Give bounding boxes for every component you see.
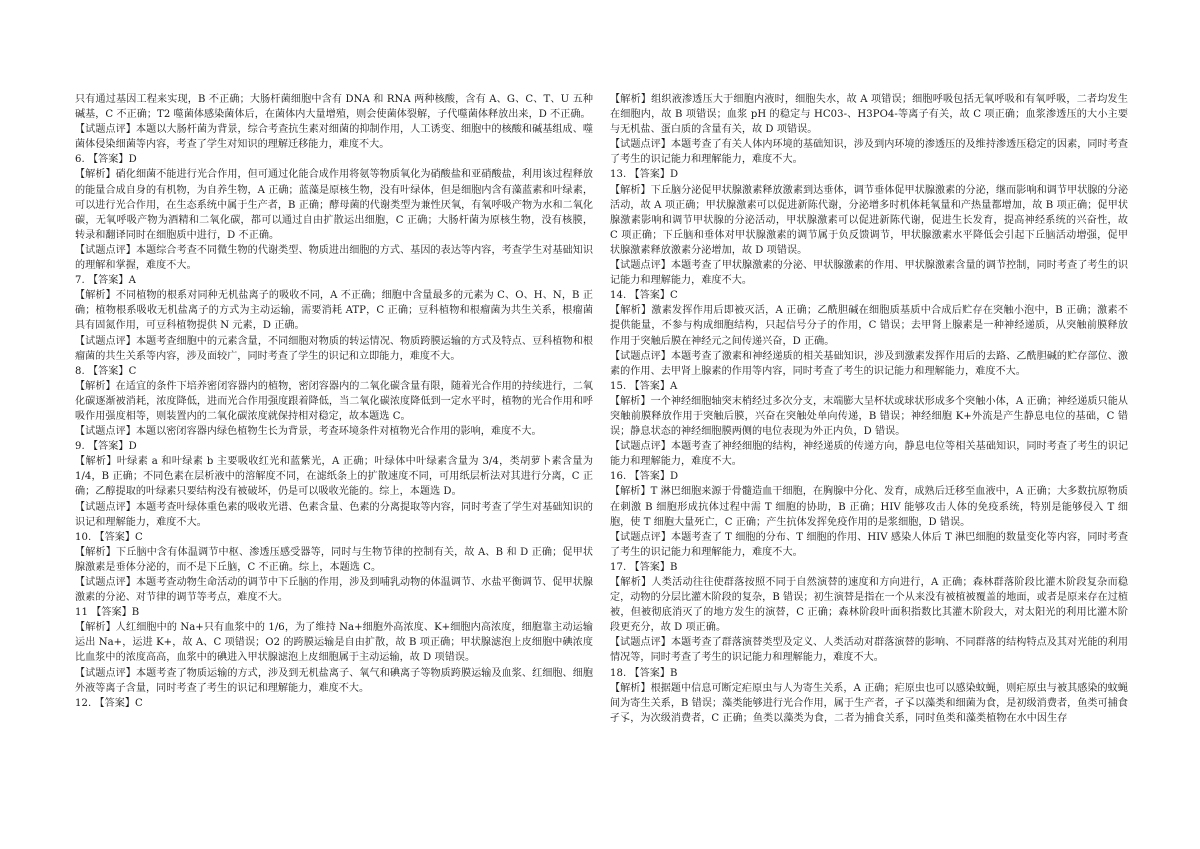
paragraph: 【解析】在适宜的条件下培养密闭容器内的植物，密闭容器内的二氧化碳含量有限，随着光合作用的持续进行，二氧化碳逐渐被消耗，浓度降低，进而光合作用强度跟着降低，当二氧化碳浓度降低到一定水平时，植物的光合作用和呼吸作用强度相等，则装置内的二氧化碳浓度就保持相对稳定，故本题选 C。 [75, 380, 593, 422]
answer-heading: 12. 【答案】C [75, 697, 143, 709]
paragraph: 【解析】人类活动往往使群落按照不同于自然演替的速度和方向进行，A 正确；森林群落阶段比灌木阶段复杂而稳定，动物的分层比灌木阶段的复杂，B 错误；初生演替是指在一个从来没有被植被覆盖的地面，或者是原来存在过植被，但被彻底消灭了的地方发生的演替，C 正确；森林阶段叶面积指数比其灌木阶段大，对太阳光的利用比灌木阶段更充分，故 D 项正确。 [610, 577, 1128, 634]
answer-heading: 7. 【答案】A [75, 275, 136, 287]
paragraph: 【试题点评】本题考查了 T 细胞的分布、T 细胞的作用、HIV 感染人体后 T 淋巴细胞的数量变化等内容，同时考查了考生的识记能力和理解能力，难度不大。 [610, 531, 1128, 558]
answer-heading: 15. 【答案】A [610, 380, 678, 392]
paragraph: 【解析】人红细胞中的 Na+只有血浆中的 1/6，为了维持 Na+细胞外高浓度、K+细胞内高浓度，细胞靠主动运输运出 Na+，运进 K+，故 A、C 项错误；O2 的跨膜运输是自由扩散，故 B 项正确；甲状腺滤泡上皮细胞中碘浓度比血浆中的浓度高高，血浆中的碘进入甲状腺滤泡上皮细胞属于主动运输，故 D 项错误。 [75, 622, 593, 664]
paragraph: 【试题点评】本题以大肠杆菌为背景，综合考查抗生素对细菌的抑制作用，人工诱变、细胞中的核酸和碱基组成、噬菌体侵染细菌等内容，考查了学生对知识的理解迁移能力，难度不大。 [75, 124, 593, 151]
paragraph: 【解析】硝化细菌不能进行光合作用，但可通过化能合成作用将氨等物质氧化为硝酸盐和亚硝酸盐，利用该过程释放的能量合成自身的有机物，为自养生物，A 正确；蓝藻是原核生物，没有叶绿体，但是细胞内含有藻蓝素和叶绿素，可以进行光合作用，在生态系统中属于生产者，B 正确；酵母菌的代谢类型为兼性厌氧，有氧呼吸产物为水和二氧化碳，无氧呼吸产物为酒精和二氧化碳，都可以通过自由扩散运出细胞，C 正确；大肠杆菌为原核生物，没有核膜，转录和翻译同时在细胞质中进行，D 不正确。 [75, 169, 593, 241]
answer-heading: 6. 【答案】D [75, 154, 137, 166]
answer-heading: 14. 【答案】C [610, 290, 678, 302]
right-text-column [610, 92, 1128, 726]
paragraph: 【试题点评】本题考查了神经细胞的结构，神经递质的传递方向，静息电位等相关基础知识，同时考查了考生的识记能力和理解能力，难度不大。 [610, 441, 1128, 468]
paragraph: 【解析】叶绿素 a 和叶绿素 b 主要吸收红光和蓝紫光，A 正确；叶绿体中叶绿素含量为 3/4，类胡萝卜素含量为 1/4，B 正确；不同色素在层析液中的溶解度不同，在滤纸条上的扩散速度不同，可用纸层析法对其进行分离，C 正确；乙醇提取的叶绿素只要结构没有被破坏，仍是可以吸收光能的。综上，本题选 D。 [75, 456, 593, 498]
paragraph: 【试题点评】本题考查动物生命活动的调节中下丘脑的作用，涉及到哺乳动物的体温调节、水盐平衡调节、促甲状腺激素的分泌、对节律的调节等考点，难度不大。 [75, 577, 593, 604]
paragraph: 【解析】激素发挥作用后即被灭活，A 正确；乙酰胆碱在细胞质基质中合成后贮存在突触小泡中，B 正确；激素不提供能量，不参与构成细胞结构，只起信号分子的作用，C 错误；去甲肾上腺素是一种神经递质，从突触前膜释放作用于突触后膜在神经元之间传递兴奋，D 正确。 [610, 305, 1128, 347]
paragraph: 只有通过基因工程来实现，B 不正确；大肠杆菌细胞中含有 DNA 和 RNA 两种核酸，含有 A、G、C、T、U 五种碱基，C 不正确；T2 噬菌体感染菌体后，在菌体内大量增殖，则会使菌体裂解，子代噬菌体释放出来，D 不正确。 [75, 94, 593, 121]
answer-heading: 17. 【答案】B [610, 561, 678, 573]
paragraph: 【试题点评】本题综合考查不同微生物的代谢类型、物质进出细胞的方式、基因的表达等内容，考查学生对基础知识的理解和掌握，难度不大。 [75, 244, 593, 272]
paragraph: 【解析】组织液渗透压大于细胞内液时，细胞失水，故 A 项错误；细胞呼吸包括无氧呼吸和有氧呼吸，二者均发生在细胞内，故 B 项错误；血浆 pH 的稳定与 HC03-、H3PO4-等离子有关，故 C 项正确；血浆渗透压的大小主要与无机盐、蛋白质的含量有关，故 D 项错误。 [610, 94, 1128, 136]
paragraph: 【试题点评】本题考查细胞中的元素含量，不同细胞对物质的转运情况、物质跨膜运输的方式及特点、豆科植物和根瘤菌的共生关系等内容，涉及面较广，同时考查了学生的识记和立即能力，难度不大。 [75, 335, 593, 362]
answer-heading: 10. 【答案】C [75, 531, 143, 543]
answer-heading: 9. 【答案】D [75, 441, 137, 453]
answer-heading: 16. 【答案】D [610, 471, 679, 483]
paragraph: 【试题点评】本题以密闭容器内绿色植物生长为背景，考查环境条件对植物光合作用的影响，难度不大。 [75, 426, 542, 438]
paragraph: 【试题点评】本题考查了物质运输的方式，涉及到无机盐离子、氧气和碘离子等物质跨膜运输及血浆、红细胞、细胞外液等离子含量，同时考查了考生的识记和理解能力，难度不大。 [75, 667, 593, 694]
paragraph: 【解析】下丘脑分泌促甲状腺激素释放激素到达垂体，调节垂体促甲状腺激素的分泌，继而影响和调节甲状腺的分泌活动，故 A 项正确；甲状腺激素可以促进新陈代谢，分泌增多时机体耗氧量和产热量都增加，故 B 项正确；促甲状腺激素影响和调节甲状腺的分泌活动，甲状腺激素可以促进新陈代谢，促进生长发育，提高神经系统的兴奋性，故 C 项正确；下丘脑和垂体对甲状腺激素的调节属于负反馈调节，甲状腺激素水平降低会引起下丘脑活动增强，促甲状腺激素释放激素分泌增加，故 D 项错误。 [610, 184, 1128, 256]
paragraph: 【解析】不同植物的根系对同种无机盐离子的吸收不同，A 不正确；细胞中含量最多的元素为 C、O、H、N，B 正确；植物根系吸收无机盐离子的方式为主动运输，需要消耗 ATP，C 正确；豆科植物和根瘤菌为共生关系，根瘤菌具有固氮作用，可豆科植物提供 N 元素，D 正确。 [75, 290, 593, 332]
paragraph: 【试题点评】本题考查了激素和神经递质的相关基础知识，涉及到激素发挥作用后的去路、乙酰胆碱的贮存部位、激素的作用、去甲肾上腺素的作用等内容，同时考查了考生的识记能力和理解能力，难度不大。 [610, 350, 1128, 377]
left-text-column [75, 92, 593, 711]
paragraph: 【解析】根据题中信息可断定疟原虫与人为寄生关系，A 正确；疟原虫也可以感染蚊蝇，则疟原虫与被其感染的蚊蝇间为寄生关系，B 错误；藻类能够进行光合作用，属于生产者，孑孓以藻类和细菌为食，是初级消费者，鱼类可捕食孑孓，为次级消费者，C 正确；鱼类以藻类为食，二者为捕食关系，同时鱼类和藻类植物在水中因生存 [610, 682, 1128, 724]
answer-heading: 18. 【答案】B [610, 667, 678, 679]
answer-heading: 8. 【答案】C [75, 365, 137, 377]
answer-heading: 13. 【答案】D [610, 169, 679, 181]
paragraph: 【解析】一个神经细胞轴突末梢经过多次分支，末端膨大呈杯状或球状形成多个突触小体，A 正确；神经递质只能从突触前膜释放作用于突触后膜，兴奋在突触处单向传递，B 错误；神经细胞 K+外流是产生静息电位的基础，C 错误；静息状态的神经细胞膜两侧的电位表现为外正内负，D 错误。 [610, 395, 1128, 438]
paragraph: 【解析】下丘脑中含有体温调节中枢、渗透压感受器等，同时与生物节律的控制有关，故 A、B 和 D 正确；促甲状腺激素是垂体分泌的，而不是下丘脑，C 不正确。综上，本题选 C。 [75, 546, 593, 573]
paragraph: 【试题点评】本题考查了群落演替类型及定义、人类活动对群落演替的影响、不同群落的结构特点及其对光能的利用情况等，同时考查了考生的识记能力和理解能力，难度不大。 [610, 637, 1128, 664]
paragraph: 【解析】T 淋巴细胞来源于骨髓造血干细胞，在胸腺中分化、发育，成熟后迁移至血液中，A 正确；大多数抗原物质在刺激 B 细胞形成抗体过程中需 T 细胞的协助，B 正确；HIV 能够攻击人体的免疫系统，特别是能够侵入 T 细胞，使 T 细胞大量死亡，C 正确；产生抗体发挥免疫作用的是浆细胞，D 错误。 [610, 486, 1128, 528]
paragraph: 【试题点评】本题考查叶绿体重色素的吸收光谱、色素含量、色素的分离提取等内容，同时考查了学生对基础知识的识记和理解能力，难度不大。 [75, 501, 593, 528]
answer-heading: 11 【答案】B [75, 607, 140, 619]
paragraph: 【试题点评】本题考查了甲状腺激素的分泌、甲状腺激素的作用、甲状腺激素含量的调节控制，同时考查了考生的识记能力和理解能力，难度不大。 [610, 260, 1128, 287]
paragraph: 【试题点评】本题考查了有关人体内环境的基础知识，涉及到内环境的渗透压的及维持渗透压稳定的因素，同时考查了考生的识记能力和理解能力，难度不大。 [610, 139, 1128, 166]
